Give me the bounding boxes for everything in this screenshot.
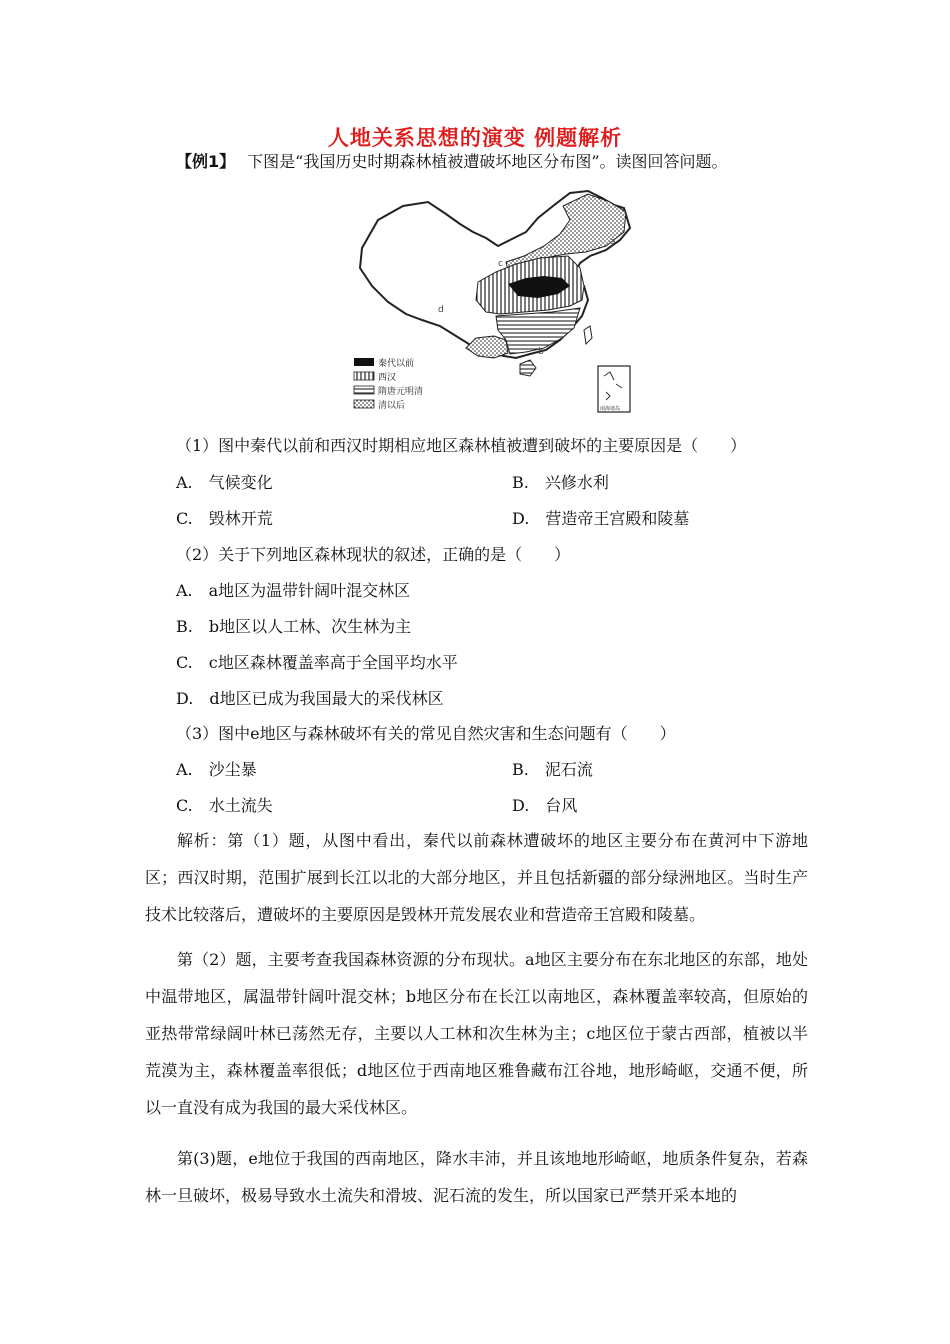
legend-swatch-suitang: [354, 386, 374, 394]
legend-swatch-pre-qin: [354, 358, 374, 366]
map-legend: [354, 357, 423, 411]
question-2-stem: （2）关于下列地区森林现状的叙述，正确的是（ ）: [176, 545, 571, 564]
example-tag: 【例1】: [176, 152, 236, 171]
question-1-option-b: B. 兴修水利: [512, 473, 609, 492]
question-2-option-c: C. c地区森林覆盖率高于全国平均水平: [176, 653, 458, 672]
question-1-option-d: D. 营造帝王宫殿和陵墓: [512, 509, 690, 528]
question-2-option-b: B. b地区以人工林、次生林为主: [176, 617, 412, 636]
example-intro: 下图是“我国历史时期森林植被遭破坏地区分布图”。读图回答问题。: [247, 152, 728, 171]
question-2-option-d: D. d地区已成为我国最大的采伐林区: [176, 689, 444, 708]
analysis-paragraph-3: 第(3)题，e地位于我国的西南地区，降水丰沛，并且该地地形崎岖，地质条件复杂，若森林一旦破坏，极易导致水土流失和滑坡、泥石流的发生，所以国家已严禁开采本地的: [145, 1149, 808, 1205]
deforestation-map: [348, 188, 633, 416]
question-1-option-c: C. 毁林开荒: [176, 509, 273, 528]
label-d: d: [438, 305, 444, 315]
legend-label-xihan: 西汉: [378, 373, 397, 383]
question-3-option-c: C. 水土流失: [176, 796, 273, 815]
legend-swatch-qing: [354, 400, 374, 408]
analysis-paragraph-1: 解析：第（1）题，从图中看出，秦代以前森林遭破坏的地区主要分布在黄河中下游地区；西汉时期，范围扩展到长江以北的大部分地区，并且包括新疆的部分绿洲地区。当时生产技术比较落后，遭破坏的主要原因是毁林开荒发展农业和营造帝王宫殿和陵墓。: [145, 831, 808, 924]
label-a: a: [610, 237, 616, 247]
question-3-option-b: B. 泥石流: [512, 760, 593, 779]
question-1-stem: （1）图中秦代以前和西汉时期相应地区森林植被遭到破坏的主要原因是（ ）: [176, 436, 747, 455]
hainan-island: [520, 360, 536, 376]
inset-label: 南海诸岛: [600, 406, 621, 412]
legend-label-pre-qin: 秦代以前: [378, 359, 415, 369]
question-3-option-a: A. 沙尘暴: [176, 760, 257, 779]
legend-label-suitang: 隋唐元明清: [378, 387, 424, 397]
south-china-sea-inset: [598, 366, 630, 412]
label-c: c: [498, 259, 503, 269]
legend-swatch-xihan: [354, 372, 374, 380]
question-1-option-a: A. 气候变化: [176, 473, 273, 492]
analysis-paragraph-2: 第（2）题，主要考查我国森林资源的分布现状。a地区主要分布在东北地区的东部，地处中温带地区，属温带针阔叶混交林；b地区分布在长江以南地区，森林覆盖率较高，但原始的亚热带常绿阔叶林已荡然无存，主要以人工林和次生林为主；c地区位于蒙古西部，植被以半荒漠为主，森林覆盖率很低；d地区位于西南地区雅鲁藏布江谷地，地形崎岖，交通不便，所以一直没有成为我国的最大采伐林区。: [145, 950, 808, 1117]
question-2-option-a: A. a地区为温带针阔叶混交林区: [176, 581, 411, 600]
question-3-stem: （3）图中e地区与森林破坏有关的常见自然灾害和生态问题有（ ）: [176, 724, 676, 743]
example-heading: [176, 152, 728, 172]
document-title: 人地关系思想的演变 例题解析: [327, 126, 623, 150]
legend-label-qing: 清以后: [378, 401, 406, 411]
label-b: b: [538, 347, 544, 357]
question-3-option-d: D. 台风: [512, 796, 578, 815]
taiwan-island: [584, 326, 592, 344]
